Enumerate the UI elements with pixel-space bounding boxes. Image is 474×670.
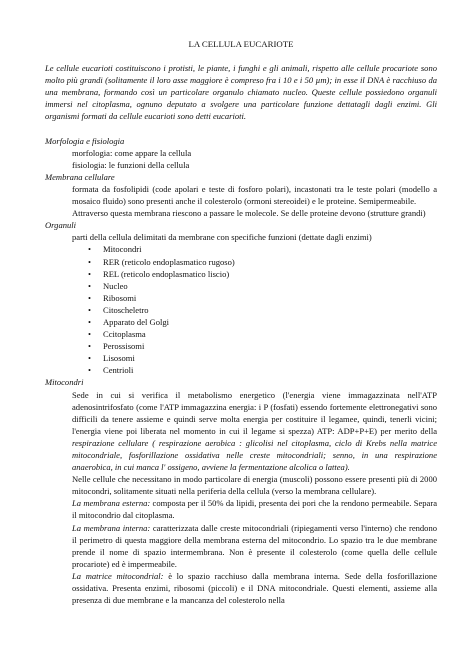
organuli-list bbox=[45, 243, 437, 376]
respirazione-italic-text: respirazione cellulare ( respirazione aerobica : glicolisi nel citoplasma, ciclo di Krebs nella matrice mitocondriale, fosforillazione ossidativa nelle creste mitocondriali; senno, in una respirazione anaerobica, in cui manca l' ossigeno, avviene la fermentazione alcolica o lattea). bbox=[72, 437, 437, 473]
section-heading-morfologia: Morfologia e fisiologia bbox=[45, 135, 125, 146]
morfologia-line: morfologia: come appare la cellula bbox=[72, 147, 192, 158]
list-item: • RER (reticolo endoplasmatico rugoso) bbox=[88, 256, 437, 268]
section-heading-organuli: Organuli bbox=[45, 220, 77, 231]
membrana-esterna-label: La membrana esterna: bbox=[72, 498, 151, 509]
list-item: • Lisosomi bbox=[88, 352, 437, 364]
list-item: • Mitocondri bbox=[88, 243, 437, 255]
matrice-text: è lo spazio racchiuso dalla membrana interna. Sede della fosforillazione ossidativa. Presenta enzimi, ribosomi (piccoli) e il DNA mitocondriale. Questi elementi, assieme alla presenza di due membrane e la mancanza del colesterolo nella bbox=[72, 570, 437, 606]
membrana-interna-text: caratterizzata dalle creste mitocondriali (ripiegamenti verso l'interno) che rendono il perimetro di questa maggiore della membrana esterna del mitocondrio. Lo spazio tra le due membrane prende il nome di spazio intermembrana. Non è presente il colesterolo (come quella delle cellule procariote) ed è impermeabile. bbox=[72, 522, 437, 569]
list-item: • Centrioli bbox=[88, 364, 437, 376]
list-item: • Apparato del Golgi bbox=[88, 316, 437, 328]
membrana-paragraph-2: Attraverso questa membrana riescono a passare le molecole. Se delle proteine devono (strutture grandi) bbox=[72, 208, 426, 219]
list-item: • Ccitoplasma bbox=[88, 328, 437, 340]
page-title: LA CELLULA EUCARIOTE bbox=[188, 39, 294, 49]
matrice-label: La matrice mitocondrial: bbox=[72, 570, 164, 581]
list-item: • Perossisomi bbox=[88, 340, 437, 352]
membrana-paragraph-1: formata da fosfolipidi (code apolari e teste di fosforo polari), incastonati tra le teste polari (modello a mosaico fluido) sono presenti anche il colesterolo (ormoni stereoidei) e le proteine. Semipermeabile. bbox=[72, 183, 437, 207]
intro-paragraph: Le cellule eucarioti costituiscono i protisti, le piante, i funghi e gli animali, rispetto alle cellule procariote sono molto più grandi (solitamente il loro asse maggiore è compreso fra i 10 e i 50 µm); in esse il DNA è racchiuso da una membrana, formando così un particolare organulo chiamato nucleo. Queste cellule possiedono organuli immersi nel citoplasma, ognuno deputato a svolgere una particolare funzione dettatagli dagli enzimi. Gli organismi formati da cellule eucarioti sono detti eucarioti. bbox=[45, 63, 437, 122]
fisiologia-line: fisiologia: le funzioni della cellula bbox=[72, 159, 190, 170]
membrana-esterna-paragraph bbox=[45, 497, 437, 521]
membrana-interna-label: La membrana interna: bbox=[72, 522, 151, 533]
list-item: • Ribosomi bbox=[88, 292, 437, 304]
list-item: • REL (reticolo endoplasmatico liscio) bbox=[88, 268, 437, 280]
matrice-paragraph bbox=[45, 570, 437, 606]
mitocondri-paragraph-1 bbox=[45, 389, 437, 474]
section-heading-membrana: Membrana cellulare bbox=[45, 171, 115, 182]
list-item: • Citoscheletro bbox=[88, 304, 437, 316]
membrana-esterna-text: composta per il 50% da lipidi, presenta dei pori che la rendono permeabile. Separa il mitocondrio dal citoplasma. bbox=[72, 498, 437, 521]
mitocondri-p1-text: Sede in cui si verifica il metabolismo energetico (l'energia viene immagazzinata nell'ATP adenosintrifosfato (come l'ATP immagazzina energia: i P (fosfati) essendo fortemente elettronegativi sono difficili da tenere assieme e quindi serve molta energia per costituire il legamee, quindi, tenerli vicini; l'energia viene poi liberata nel momento in cui il legame si spezza) ATP: ADP+P+E) per merito della bbox=[72, 389, 437, 436]
mitocondri-paragraph-2: Nelle cellule che necessitano in modo particolare di energia (muscoli) possono essere presenti più di 2000 mitocondri, solitamente situati nella periferia della cellula (verso la membrana cellulare). bbox=[72, 474, 437, 497]
organuli-intro: parti della cellula delimitati da membrane con specifiche funzioni (dettate dagli enzimi) bbox=[72, 232, 372, 243]
section-heading-mitocondri: Mitocondri bbox=[45, 377, 84, 388]
document-page bbox=[45, 38, 437, 606]
list-item: • Nucleo bbox=[88, 280, 437, 292]
membrana-interna-paragraph bbox=[45, 522, 437, 570]
